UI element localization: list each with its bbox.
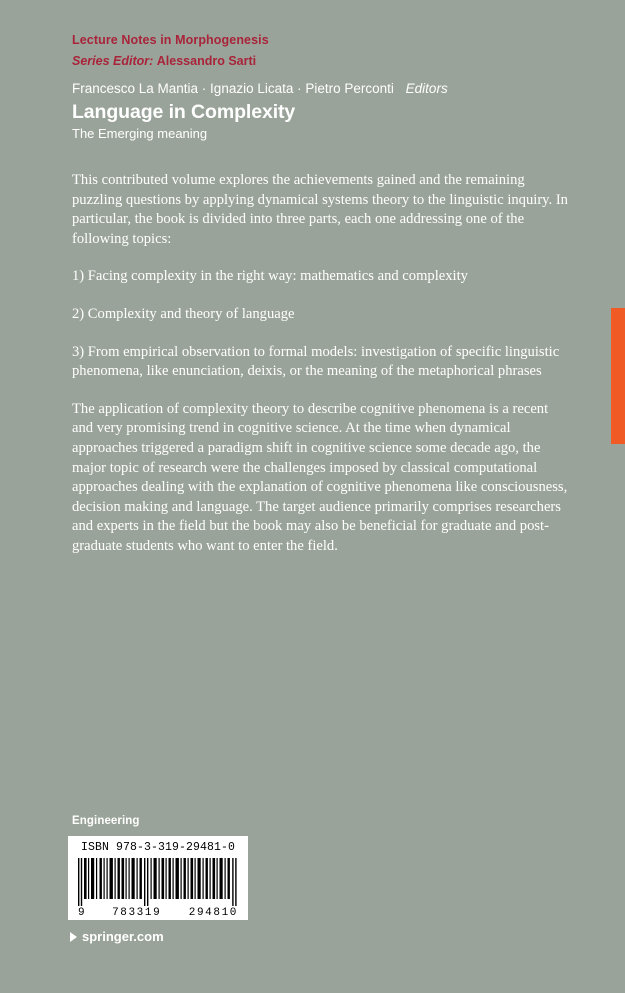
barcode-bars-icon xyxy=(78,858,238,906)
editors-line xyxy=(72,81,448,97)
editors-role-label: Editors xyxy=(405,81,448,96)
blurb-intro-paragraph: This contributed volume explores the achievements gained and the remaining puzzling questions by applying dynamical systems theory to the linguistic inquiry. In particular, the book is divided into three parts, each one addressing one of the following topics: xyxy=(72,172,568,247)
barcode-digits-right: 294810 xyxy=(188,907,238,919)
blurb-part-1: 1) Facing complexity in the right way: mathematics and complexity xyxy=(72,268,468,285)
series-header xyxy=(72,33,572,69)
isbn-text: ISBN 978-3-319-29481-0 xyxy=(80,841,236,854)
series-editor-line xyxy=(72,54,572,69)
publisher-url-label: springer.com xyxy=(82,929,164,944)
series-editor-name: Alessandro Sarti xyxy=(156,54,257,68)
book-title: Language in Complexity xyxy=(72,101,296,123)
series-name: Lecture Notes in Morphogenesis xyxy=(72,33,269,47)
editors-names: Francesco La Mantia · Ignazio Licata · Pietro Perconti xyxy=(72,81,394,96)
barcode-digit-prefix: 9 xyxy=(78,907,85,919)
back-cover-blurb xyxy=(72,171,572,557)
isbn-barcode-block xyxy=(68,836,248,920)
barcode-digits-middle: 783319 xyxy=(112,907,162,919)
book-subtitle: The Emerging meaning xyxy=(72,126,208,141)
blurb-closing-paragraph: The application of complexity theory to describe cognitive phenomena is a recent and very promising trend in cognitive science. At the time when dynamical approaches triggered a paradigm shift in cognitive science some decade ago, the major topic of research were the challenges imposed by classical computational approaches dealing with the explanation of cognitive phenomena like consciousness, decision making and language. The target audience primarily comprises researchers and experts in the field but the book may also be beneficial for graduate and post-graduate students who want to enter the field. xyxy=(72,400,568,554)
blurb-part-2: 2) Complexity and theory of language xyxy=(72,305,295,322)
subject-category-label: Engineering xyxy=(72,815,140,827)
blurb-part-3: 3) From empirical observation to formal models: investigation of specific linguistic phenomena, like enunciation, deixis, or the meaning of the metaphorical phrases xyxy=(72,343,560,380)
publisher-url[interactable] xyxy=(70,929,164,944)
spine-accent-bar xyxy=(611,308,625,444)
play-triangle-icon xyxy=(70,932,77,942)
series-editor-label: Series Editor: xyxy=(72,54,154,68)
barcode-digits xyxy=(78,906,238,919)
